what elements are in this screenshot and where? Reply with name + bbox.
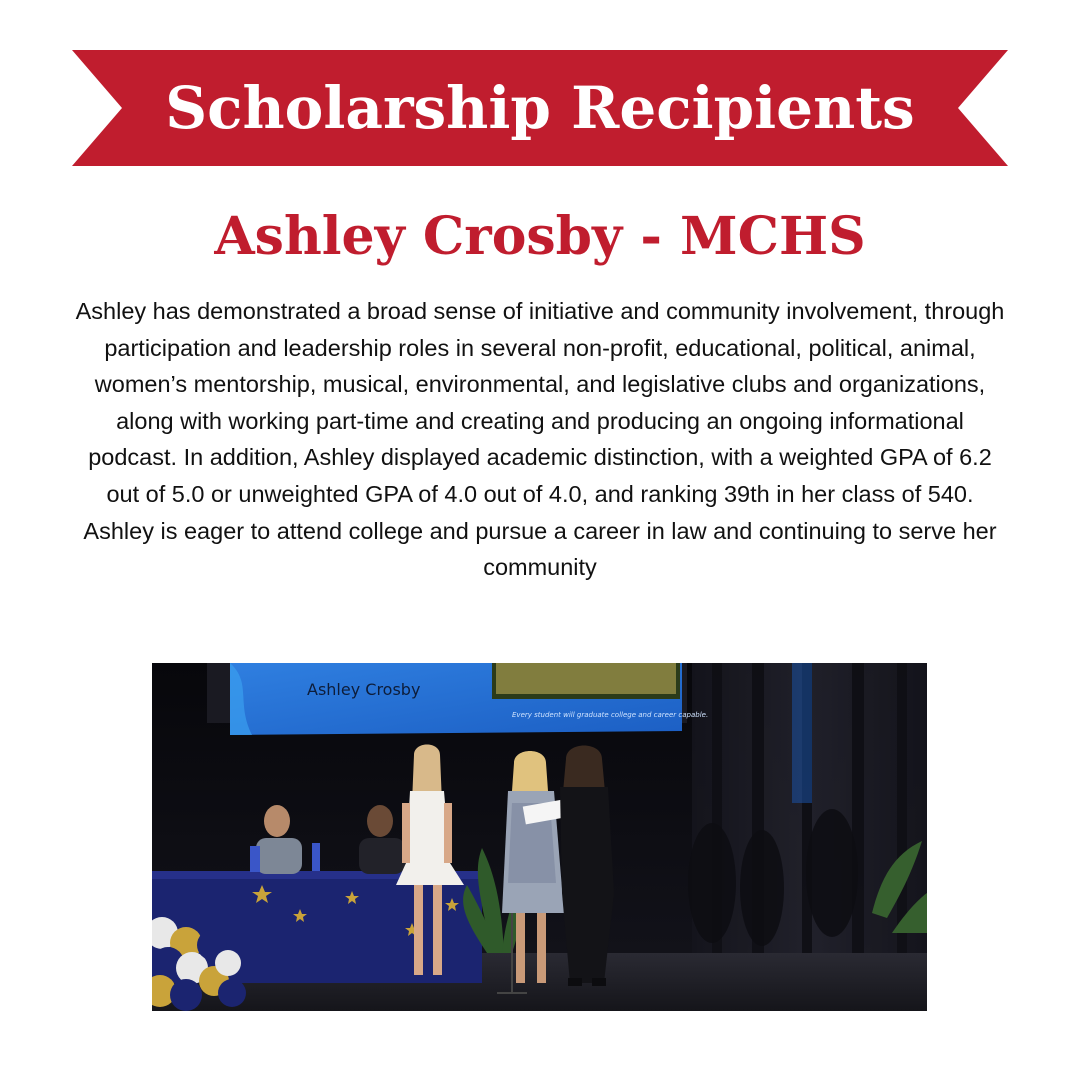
banner-title: Scholarship Recipients (165, 74, 915, 142)
screen-tagline: Every student will graduate college and career capable. (512, 711, 709, 719)
recipient-name: Ashley Crosby - MCHS (214, 206, 866, 267)
ceremony-scene (152, 663, 927, 1011)
recipient-bio: Ashley has demonstrated a broad sense of initiative and community involvement, through participation and leadership roles in several non-profit, educational, political, animal, women’s mentorship, musical, environmental, and legislative clubs and organizations, along with working part-time and creating and producing an ongoing informational podcast. In addition, Ashley displayed academic distinction, with a weighted GPA of 6.2 out of 5.0 or unweighted GPA of 4.0 out of 4.0, and ranking 39th in her class of 540. Ashley is eager to attend college and pursue a career in law and continuing to serve her community (75, 298, 1005, 581)
screen-student-name: Ashley Crosby (307, 680, 421, 699)
projection-screen (207, 663, 708, 735)
award-ceremony-photo (152, 663, 927, 1011)
